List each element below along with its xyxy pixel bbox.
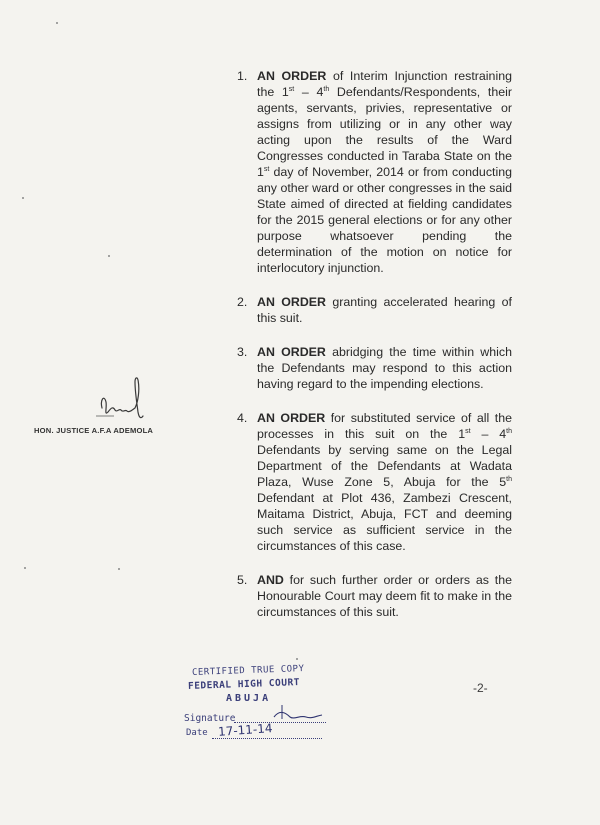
ordinal-suffix: th [506, 475, 512, 483]
order-heading: AN ORDER [257, 411, 326, 425]
scan-speck [56, 22, 58, 24]
order-heading: AN ORDER [257, 69, 327, 83]
scan-speck [296, 658, 298, 660]
ordinal-suffix: st [263, 165, 270, 173]
certified-true-copy-stamp [182, 665, 342, 745]
stamp-city-line: ABUJA [226, 693, 272, 704]
stamp-signature-label: Signature [184, 713, 236, 724]
order-text: Defendants/Respondents, their agents, servants, privies, representative or assigns from utilizing or in any other way acting upon the results of the Ward Congresses conducted in Taraba State on the 1 [257, 85, 512, 179]
scan-speck [118, 568, 120, 570]
stamp-certified-line: CERTIFIED TRUE COPY [191, 664, 305, 678]
order-item [237, 68, 512, 276]
scan-speck [108, 255, 110, 257]
order-item [237, 294, 512, 326]
page-number: -2- [473, 681, 488, 695]
order-number: 1. [237, 69, 248, 83]
order-item [237, 410, 512, 554]
order-number: 3. [237, 345, 248, 359]
scan-speck [22, 197, 24, 199]
order-text: of Interim Injunction restraining the 1 [257, 69, 512, 99]
order-number: 2. [237, 295, 248, 309]
order-text: for such further order or orders as the Honourable Court may deem fit to make in the circumstances of this suit. [257, 573, 512, 619]
order-item [237, 572, 512, 620]
order-text: – 4 [294, 85, 324, 99]
order-item [237, 344, 512, 392]
stamp-initials [182, 665, 342, 745]
ordinal-suffix: st [288, 85, 295, 93]
order-text: – 4 [470, 427, 507, 441]
scan-speck [24, 567, 26, 569]
judge-name: HON. JUSTICE A.F.A ADEMOLA [34, 426, 154, 435]
order-number: 4. [237, 411, 248, 425]
stamp-court-line: FEDERAL HIGH COURT [187, 677, 301, 692]
ordinal-suffix: st [465, 427, 471, 435]
order-number: 5. [237, 573, 248, 587]
ordinal-suffix: th [323, 85, 330, 93]
ordinal-suffix: th [506, 427, 513, 435]
order-text: abridging the time within which the Defendants may respond to this action having regard to the impending elections. [257, 345, 512, 391]
order-text: for substituted service of all the processes in this suit on the 1 [257, 411, 512, 441]
stamp-date-label: Date [186, 728, 208, 738]
order-text: Defendants by serving same on the Legal Department of the Defendants at Wadata Plaza, Wuse Zone 5, Abuja for the 5 [257, 443, 512, 489]
order-heading: AN ORDER [257, 345, 326, 359]
order-text: granting accelerated hearing of this suit. [257, 295, 512, 325]
order-list [237, 68, 512, 620]
judge-signature [80, 372, 150, 427]
order-text: Defendant at Plot 436, Zambezi Crescent, Maitama District, Abuja, FCT and deeming such service as sufficient service in the circumstances of this case. [257, 491, 512, 553]
order-heading: AN ORDER [257, 295, 327, 309]
stamp-date-value: 17-11-14 [217, 721, 273, 739]
order-heading: AND [257, 573, 284, 587]
order-text: day of November, 2014 or from conducting any other ward or other congresses in the said State aimed of directed at fielding candidates for the 2015 general elections or for any other purpose whatsoever pending the determination of the motion on notice for interlocutory injunction. [257, 165, 512, 275]
